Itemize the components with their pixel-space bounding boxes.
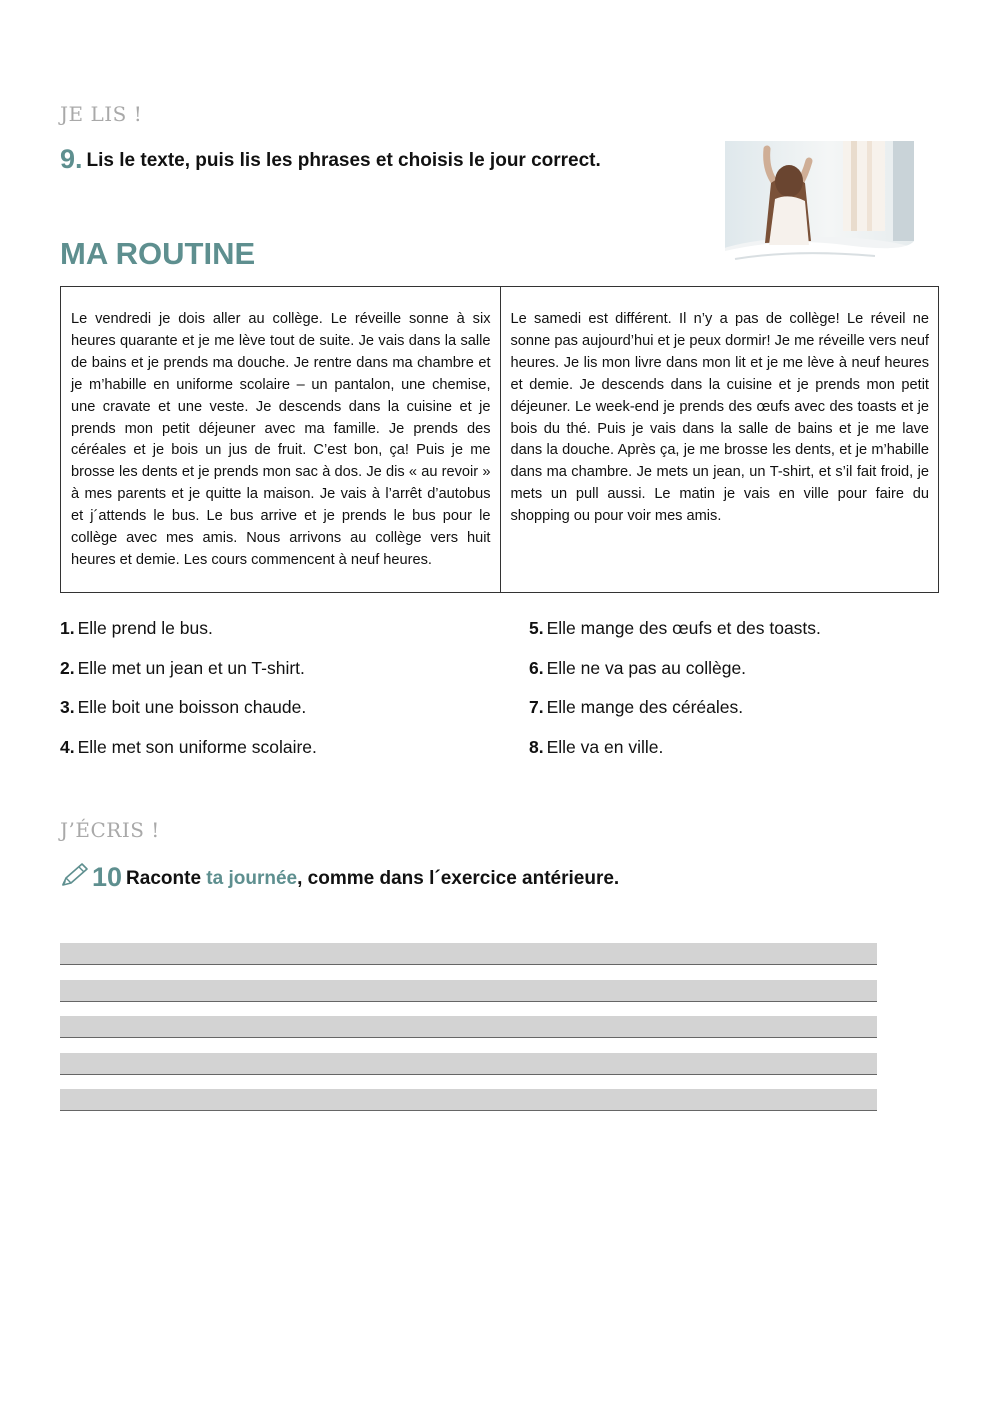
statement-item: 5. Elle mange des œufs et des toasts. bbox=[529, 618, 821, 638]
writing-line[interactable] bbox=[60, 1016, 877, 1038]
statement-item: 4. Elle met son uniforme scolaire. bbox=[60, 736, 317, 757]
exercise-number: 10 bbox=[92, 862, 123, 892]
exercise-10-instruction bbox=[60, 862, 619, 893]
section-label-read: JE LIS ! bbox=[60, 102, 143, 126]
instruction-highlight: ta journée bbox=[206, 868, 298, 889]
instruction-text: Lis le texte, puis lis les phrases et choisis le jour correct. bbox=[86, 150, 601, 171]
girl-stretching-photo bbox=[725, 141, 914, 268]
statement-item: 3. Elle boit une boisson chaude. bbox=[60, 697, 307, 718]
section-label-write: J’ÉCRIS ! bbox=[60, 818, 160, 842]
writing-line[interactable] bbox=[60, 980, 877, 1002]
writing-line[interactable] bbox=[60, 943, 877, 965]
statement-item: 2. Elle met un jean et un T-shirt. bbox=[60, 657, 305, 678]
statements-right-list bbox=[529, 618, 821, 776]
pencil-icon bbox=[60, 862, 90, 888]
exercise-9-instruction bbox=[60, 144, 601, 175]
instruction-before: Raconte bbox=[126, 868, 207, 889]
friday-text: Le vendredi je dois aller au collège. Le réveille sonne à six heures quarante et je me lève tout de suite. Je vais dans la salle de bains et je prends ma douche. Je rentre dans ma chambre et je m’habille en uniforme scolaire – un pantalon, une chemise, une cravate et une veste. Je descends dans la cuisine et je prends mon petit déjeuner avec ma famille. Je prends des céréales et je bois un jus de fruit. C’est bon, ça! Puis je me brosse les dents et je prends mon sac à dos. Je dis « au revoir » à mes parents et je quitte la maison. Je vais à l’arrêt d’autobus et j´attends le bus. Le bus arrive et je prends le bus pour le collège avec mes amis. Nous arrivons au collège vers huit heures et demie. Les cours commencent à neuf heures. bbox=[71, 311, 491, 568]
writing-line[interactable] bbox=[60, 1089, 877, 1111]
statement-item: 7. Elle mange des céréales. bbox=[529, 697, 744, 718]
saturday-text: Le samedi est différent. Il n’y a pas de collège! Le réveil ne sonne pas aujourd’hui et je peux dormir! Je me réveille vers neuf heures. Je lis mon livre dans mon lit et je me lève à neuf heures et demie. Je descends dans la cuisine et je prends mon petit déjeuner. Le week-end je prends des œufs avec des toasts et je bois du thé. Puis je vais dans la salle de bains et je me lave dans la douche. Après ça, je me brosse les dents, et je m’habille dans ma chambre. Je mets un jean, un T-shirt, et s’il fait froid, je mets un pull aussi. Le matin je vais en ville pour faire du shopping ou pour voir mes amis. bbox=[500, 287, 939, 592]
reading-text-box bbox=[60, 286, 939, 593]
writing-lines bbox=[60, 943, 877, 1126]
instruction-after: , comme dans l´exercice antérieure. bbox=[297, 868, 620, 889]
reading-title: MA ROUTINE bbox=[60, 236, 256, 271]
statement-item: 8. Elle va en ville. bbox=[529, 736, 664, 757]
exercise-number: 9. bbox=[60, 144, 83, 174]
statements-left-list bbox=[60, 618, 317, 776]
statement-item: 6. Elle ne va pas au collège. bbox=[529, 657, 747, 678]
writing-line[interactable] bbox=[60, 1053, 877, 1075]
statement-item: 1. Elle prend le bus. bbox=[60, 618, 213, 638]
